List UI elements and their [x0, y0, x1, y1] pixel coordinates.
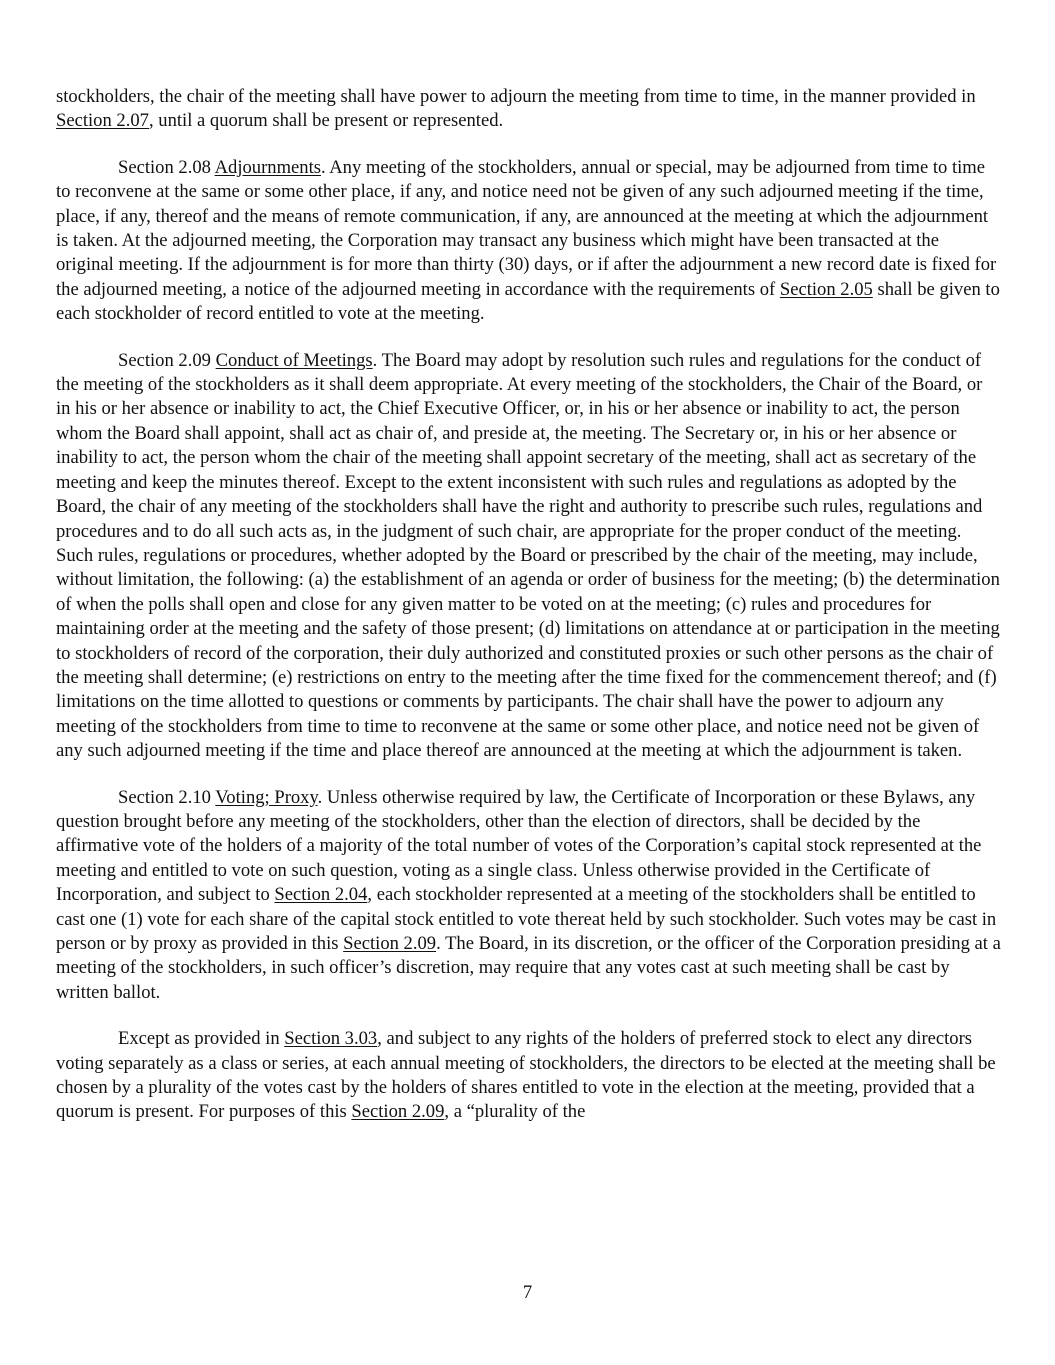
page-number: 7 [522, 1282, 533, 1303]
text: . The Board may adopt by resolution such rules and regulations for the conduct of the meeting of the stockholders as it shall deem appropriate. At every meeting of the stockholders, the Chair of the Board, or in his or her absence or inability to act, the Chief Executive Officer, or, in his or her absence or inability to act, the person whom the Board shall appoint, shall act as chair of, and preside at, the meeting. The Secretary or, in his or her absence or inability to act, the person whom the chair of the meeting shall appoint secretary of the meeting, shall act as secretary of the meeting and keep the minutes thereof. Except to the extent inconsistent with such rules and regulations as adopted by the Board, the chair of any meeting of the stockholders shall have the right and authority to prescribe such rules, regulations and procedures and to do all such acts as, in the judgment of such chair, are appropriate for the proper conduct of the meeting. Such rules, regulations or procedures, whether adopted by the Board or prescribed by the chair of the meeting, may include, without limitation, the following: (a) the establishment of an agenda or order of business for the meeting; (b) the determination of when the polls shall open and close for any given matter to be voted on at the meeting; (c) rules and procedures for maintaining order at the meeting and the safety of those present; (d) limitations on attendance at or participation in the meeting to stockholders of record of the corporation, their duly authorized and constituted proxies or such other persons as the chair of the meeting shall determine; (e) restrictions on entry to the meeting after the time fixed for the commencement thereof; and (f) limitations on the time allotted to questions or comments by participants. The chair shall have the power to adjourn any meeting of the stockholders from time to time to reconvene at the same or some other place, and notice need not be given of any such adjourned meeting if the time and place thereof are announced at the meeting at which the adjournment is taken. [56, 349, 1000, 762]
text: , each stockholder represented at a meeting of the stockholders shall be entitled to cast one (1) vote for each share of the capital stock entitled to vote thereat held by such stockholder. Such votes may be cast in person or by proxy as provided in this [56, 884, 997, 954]
section-reference: Section 2.07 [56, 110, 149, 132]
text: stockholders, the chair of the meeting shall have power to adjourn the meeting from time to time, in the manner provided in [56, 86, 976, 107]
text: , until a quorum shall be present or represented. [148, 110, 504, 132]
text: . Unless otherwise required by law, the Certificate of Incorporation or these Bylaws, any question brought before any meeting of the stockholders, other than the election of directors, shall be decided by the affirmative vote of the holders of a majority of the total number of votes of the Corporation’s capital stock represented at the meeting and entitled to vote on such question, voting as a single class. Unless otherwise provided in the Certificate of Incorporation, and subject to [56, 786, 982, 906]
section-reference: Section 2.09 [343, 933, 437, 954]
section-2-09-conduct-of-meetings [56, 349, 1001, 764]
text: . The Board, in its discretion, or the officer of the Corporation presiding at a meeting of the stockholders, in such officer’s discretion, may require that any votes cast at such meeting shall be cast by written ballot. [56, 933, 1001, 1003]
text: , a “plurality of the [444, 1101, 586, 1123]
section-heading: Adjournments [214, 156, 321, 178]
paragraph-continuation [56, 85, 1001, 134]
text: , and subject to any rights of the holders of preferred stock to elect any directors voting separately as a class or series, at each annual meeting of stockholders, the directors to be elected at the meeting shall be chosen by a plurality of the votes cast by the holders of shares entitled to vote in the election at the meeting, provided that a quorum is present. For purposes of this [56, 1028, 996, 1123]
section-reference: Section 2.09 [351, 1101, 445, 1123]
text: . Any meeting of the stockholders, annual or special, may be adjourned from time to time to reconvene at the same or some other place, if any, and notice need not be given of any such adjourned meeting if the time, place, if any, thereof and the means of remote communication, if any, are announced at the meeting at which the adjournment is taken. At the adjourned meeting, the Corporation may transact any business which might have been transacted at the original meeting. If the adjournment is for more than thirty (30) days, or if after the adjournment a new record date is fixed for the adjourned meeting, a notice of the adjourned meeting in accordance with the requirements of [56, 156, 997, 300]
section-number: Section 2.08 [118, 156, 211, 178]
document-page [56, 85, 1001, 1147]
section-reference: Section 2.05 [779, 278, 873, 300]
section-heading: Conduct of Meetings [215, 349, 373, 371]
paragraph-election-of-directors [56, 1027, 1001, 1125]
section-number: Section 2.09 [118, 349, 211, 371]
text: Except as provided in [118, 1028, 285, 1050]
section-number: Section 2.10 [118, 786, 211, 808]
text: shall be given to each stockholder of record entitled to vote at the meeting. [56, 278, 1000, 325]
section-heading: Voting; Proxy [215, 786, 318, 808]
section-reference: Section 2.04 [274, 884, 368, 906]
section-2-08-adjournments [56, 156, 1001, 327]
section-reference: Section 3.03 [284, 1028, 378, 1050]
section-2-10-voting-proxy [56, 786, 1001, 1006]
